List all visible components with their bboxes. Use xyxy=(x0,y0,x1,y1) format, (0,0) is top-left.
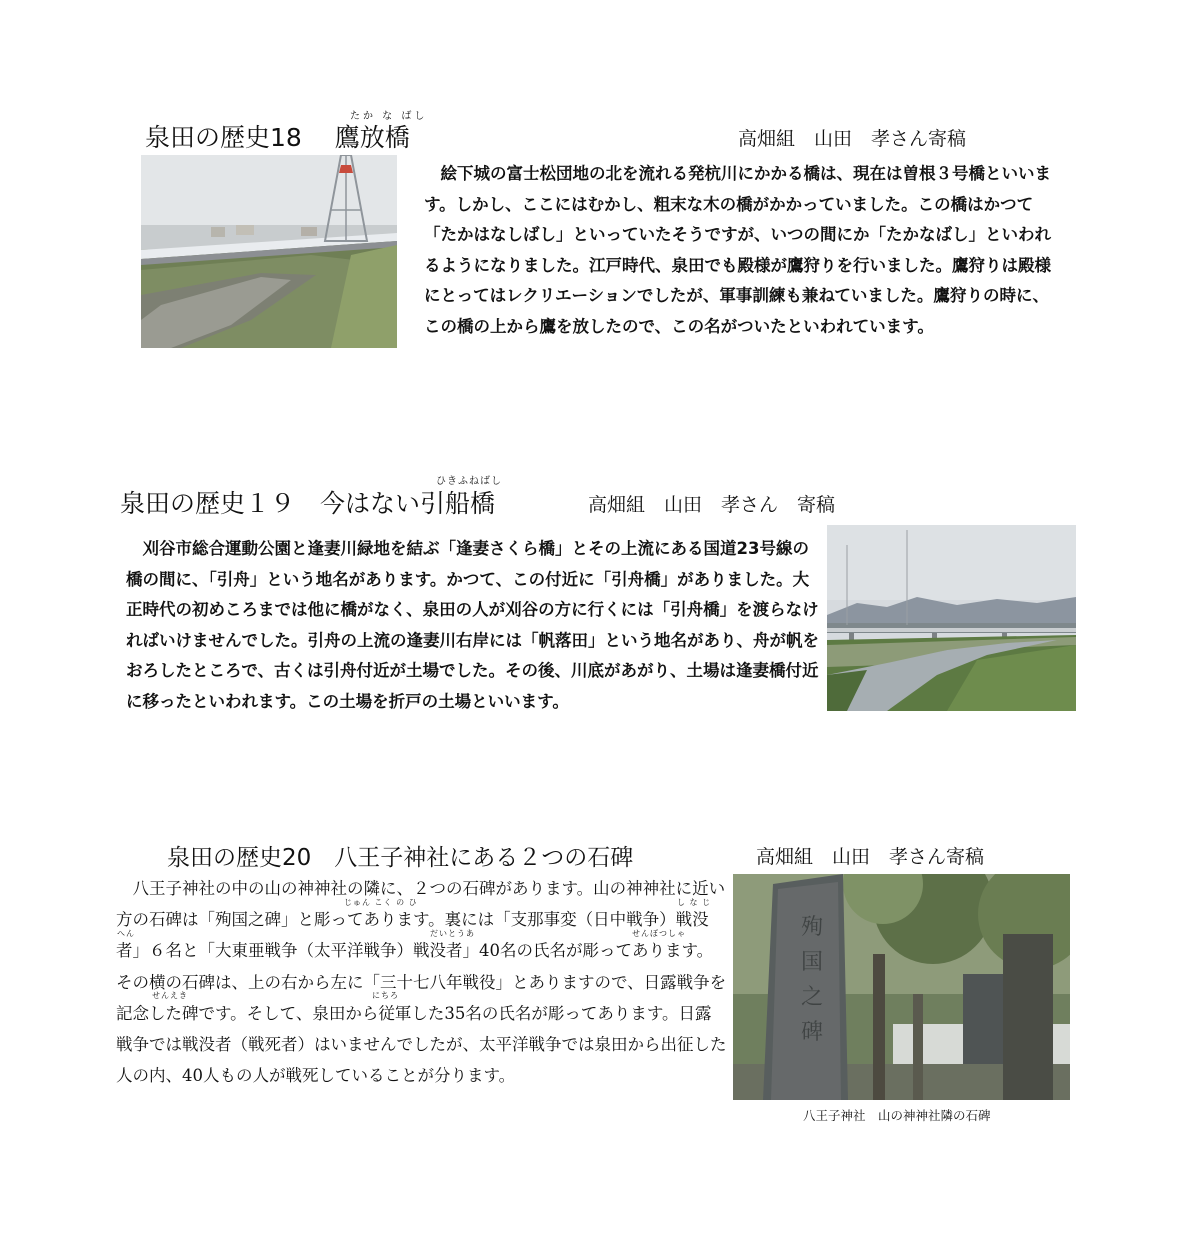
section19-title-ruby: ひきふねばし xyxy=(436,476,502,487)
section19-river-photo xyxy=(827,525,1076,711)
section19-title: 泉田の歴史１９ 今はない引船橋 xyxy=(120,489,496,518)
section18-author: 高畑組 山田 孝さん寄稿 xyxy=(738,128,967,150)
section18-title: 泉田の歴史18 鷹放橋 xyxy=(145,123,410,152)
section20-paragraph: 八王子神社の中の山の神神社の隣に、２つの石碑があります。山の神神社に近い方の石碑は「殉国之碑」と彫ってあります。裏には「支那事変（日中戦争）戦没者」６名と「大東亜戦争（太平洋戦争）戦没者」40名の氏名が彫ってあります。その横の石碑は、上の右から左に「三十七八年戦役」とありますので、日露戦争を記念した碑です。そして、泉田から従軍した35名の氏名が彫ってあります。日露戦争では戦没者（戦死者）はいませんでしたが、太平洋戦争では泉田から出征した人の内、40人もの人が戦死していることが分ります。 xyxy=(116,879,727,1086)
furigana-nichiro: にちろ xyxy=(372,991,399,1000)
section18-title-ruby: たか な ばし xyxy=(350,111,428,122)
section20-title: 泉田の歴史20 八王子神社にある２つの石碑 xyxy=(167,845,634,871)
section18-bridge-photo xyxy=(141,155,397,348)
furigana-junkokunohi: じゅん こく の ひ xyxy=(344,898,418,907)
furigana-shinaji: し な じ xyxy=(677,898,712,907)
section20-author: 高畑組 山田 孝さん寄稿 xyxy=(756,846,985,868)
section19-author: 高畑組 山田 孝さん 寄稿 xyxy=(588,494,836,516)
svg-text:碑: 碑 xyxy=(801,1020,824,1045)
section18-paragraph: 絵下城の富士松団地の北を流れる発杭川にかかる橋は、現在は曽根３号橋といいます。しかし、ここにはむかし、粗末な木の橋がかかっていました。この橋はかつて「たかはなしばし」といっていたそうですが、いつの間にか「たかなばし」といわれるようになりました。江戸時代、泉田でも殿様が鷹狩りを行いました。鷹狩りは殿様にとってはレクリエーションでしたが、軍事訓練も兼ねていました。鷹狩りの時に、この橋の上から鷹を放したので、この名がついたといわれています。 xyxy=(424,164,1051,336)
section20-stone-monument-photo xyxy=(733,874,1070,1100)
furigana-hen: へん xyxy=(117,929,135,938)
section19-paragraph: 刈谷市総合運動公園と逢妻川緑地を結ぶ「逢妻さくら橋」とその上流にある国道23号線の橋の間に、「引舟」という地名があります。かつて、この付近に「引舟橋」がありました。大正時代の初めころまでは他に橋がなく、泉田の人が刈谷の方に行くには「引舟橋」を渡らなければいけませんでした。引舟の上流の逢妻川右岸には「帆落田」という地名があり、舟が帆をおろしたところで、古くは引舟付近が土場でした。その後、川底があがり、土場は逢妻橋付近に移ったといわれます。この土場を折戸の土場といいます。 xyxy=(126,539,819,711)
svg-text:殉: 殉 xyxy=(801,915,824,940)
furigana-senbotsusha: せんぼつしゃ xyxy=(632,929,686,938)
furigana-daitoua: だいとうあ xyxy=(430,929,475,938)
section20-photo-caption: 八王子神社 山の神神社隣の石碑 xyxy=(803,1108,991,1123)
furigana-seneki: せんえき xyxy=(152,991,188,1000)
svg-text:之: 之 xyxy=(801,985,824,1010)
svg-text:国: 国 xyxy=(801,950,824,975)
